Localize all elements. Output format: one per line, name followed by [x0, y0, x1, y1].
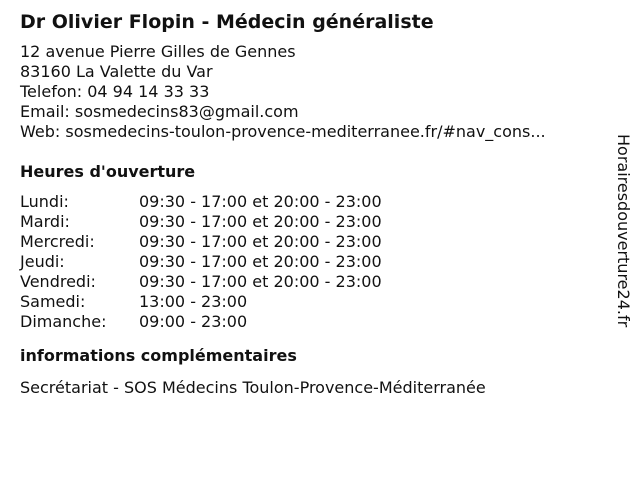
- hours-day: Vendredi:: [20, 272, 96, 291]
- hours-row: [20, 292, 382, 312]
- hours-row: [20, 192, 382, 212]
- hours-row: [20, 212, 382, 232]
- contact-block: [20, 42, 610, 142]
- hours-day: Samedi:: [20, 292, 86, 311]
- info-text: Secrétariat - SOS Médecins Toulon-Provence-Méditerranée: [20, 378, 486, 397]
- hours-heading: Heures d'ouverture: [20, 162, 196, 181]
- hours-day: Dimanche:: [20, 312, 107, 331]
- address-line-1: 12 avenue Pierre Gilles de Gennes: [20, 42, 296, 61]
- hours-time: 13:00 - 23:00: [139, 292, 248, 311]
- hours-day: Jeudi:: [20, 252, 65, 271]
- hours-day: Mardi:: [20, 212, 70, 231]
- hours-time: 09:30 - 17:00 et 20:00 - 23:00: [139, 212, 382, 231]
- hours-day: Lundi:: [20, 192, 69, 211]
- hours-row: [20, 232, 382, 252]
- hours-day: Mercredi:: [20, 232, 95, 251]
- hours-row: [20, 252, 382, 272]
- web-link[interactable]: Web: sosmedecins-toulon-provence-mediterranee.fr/#nav_cons...: [20, 122, 546, 141]
- email-line[interactable]: Email: sosmedecins83@gmail.com: [20, 102, 299, 121]
- hours-time: 09:30 - 17:00 et 20:00 - 23:00: [139, 232, 382, 251]
- hours-time: 09:30 - 17:00 et 20:00 - 23:00: [139, 272, 382, 291]
- hours-table: [20, 192, 382, 332]
- hours-time: 09:00 - 23:00: [139, 312, 248, 331]
- phone-line[interactable]: Telefon: 04 94 14 33 33: [20, 82, 210, 101]
- hours-row: [20, 312, 382, 332]
- hours-time: 09:30 - 17:00 et 20:00 - 23:00: [139, 192, 382, 211]
- business-card: [20, 10, 610, 398]
- address-line-2: 83160 La Valette du Var: [20, 62, 213, 81]
- info-heading: informations complémentaires: [20, 346, 297, 365]
- site-watermark: Horairesdouverture24.fr: [614, 134, 633, 328]
- hours-row: [20, 272, 382, 292]
- page-title: Dr Olivier Flopin - Médecin généraliste: [20, 11, 434, 33]
- hours-time: 09:30 - 17:00 et 20:00 - 23:00: [139, 252, 382, 271]
